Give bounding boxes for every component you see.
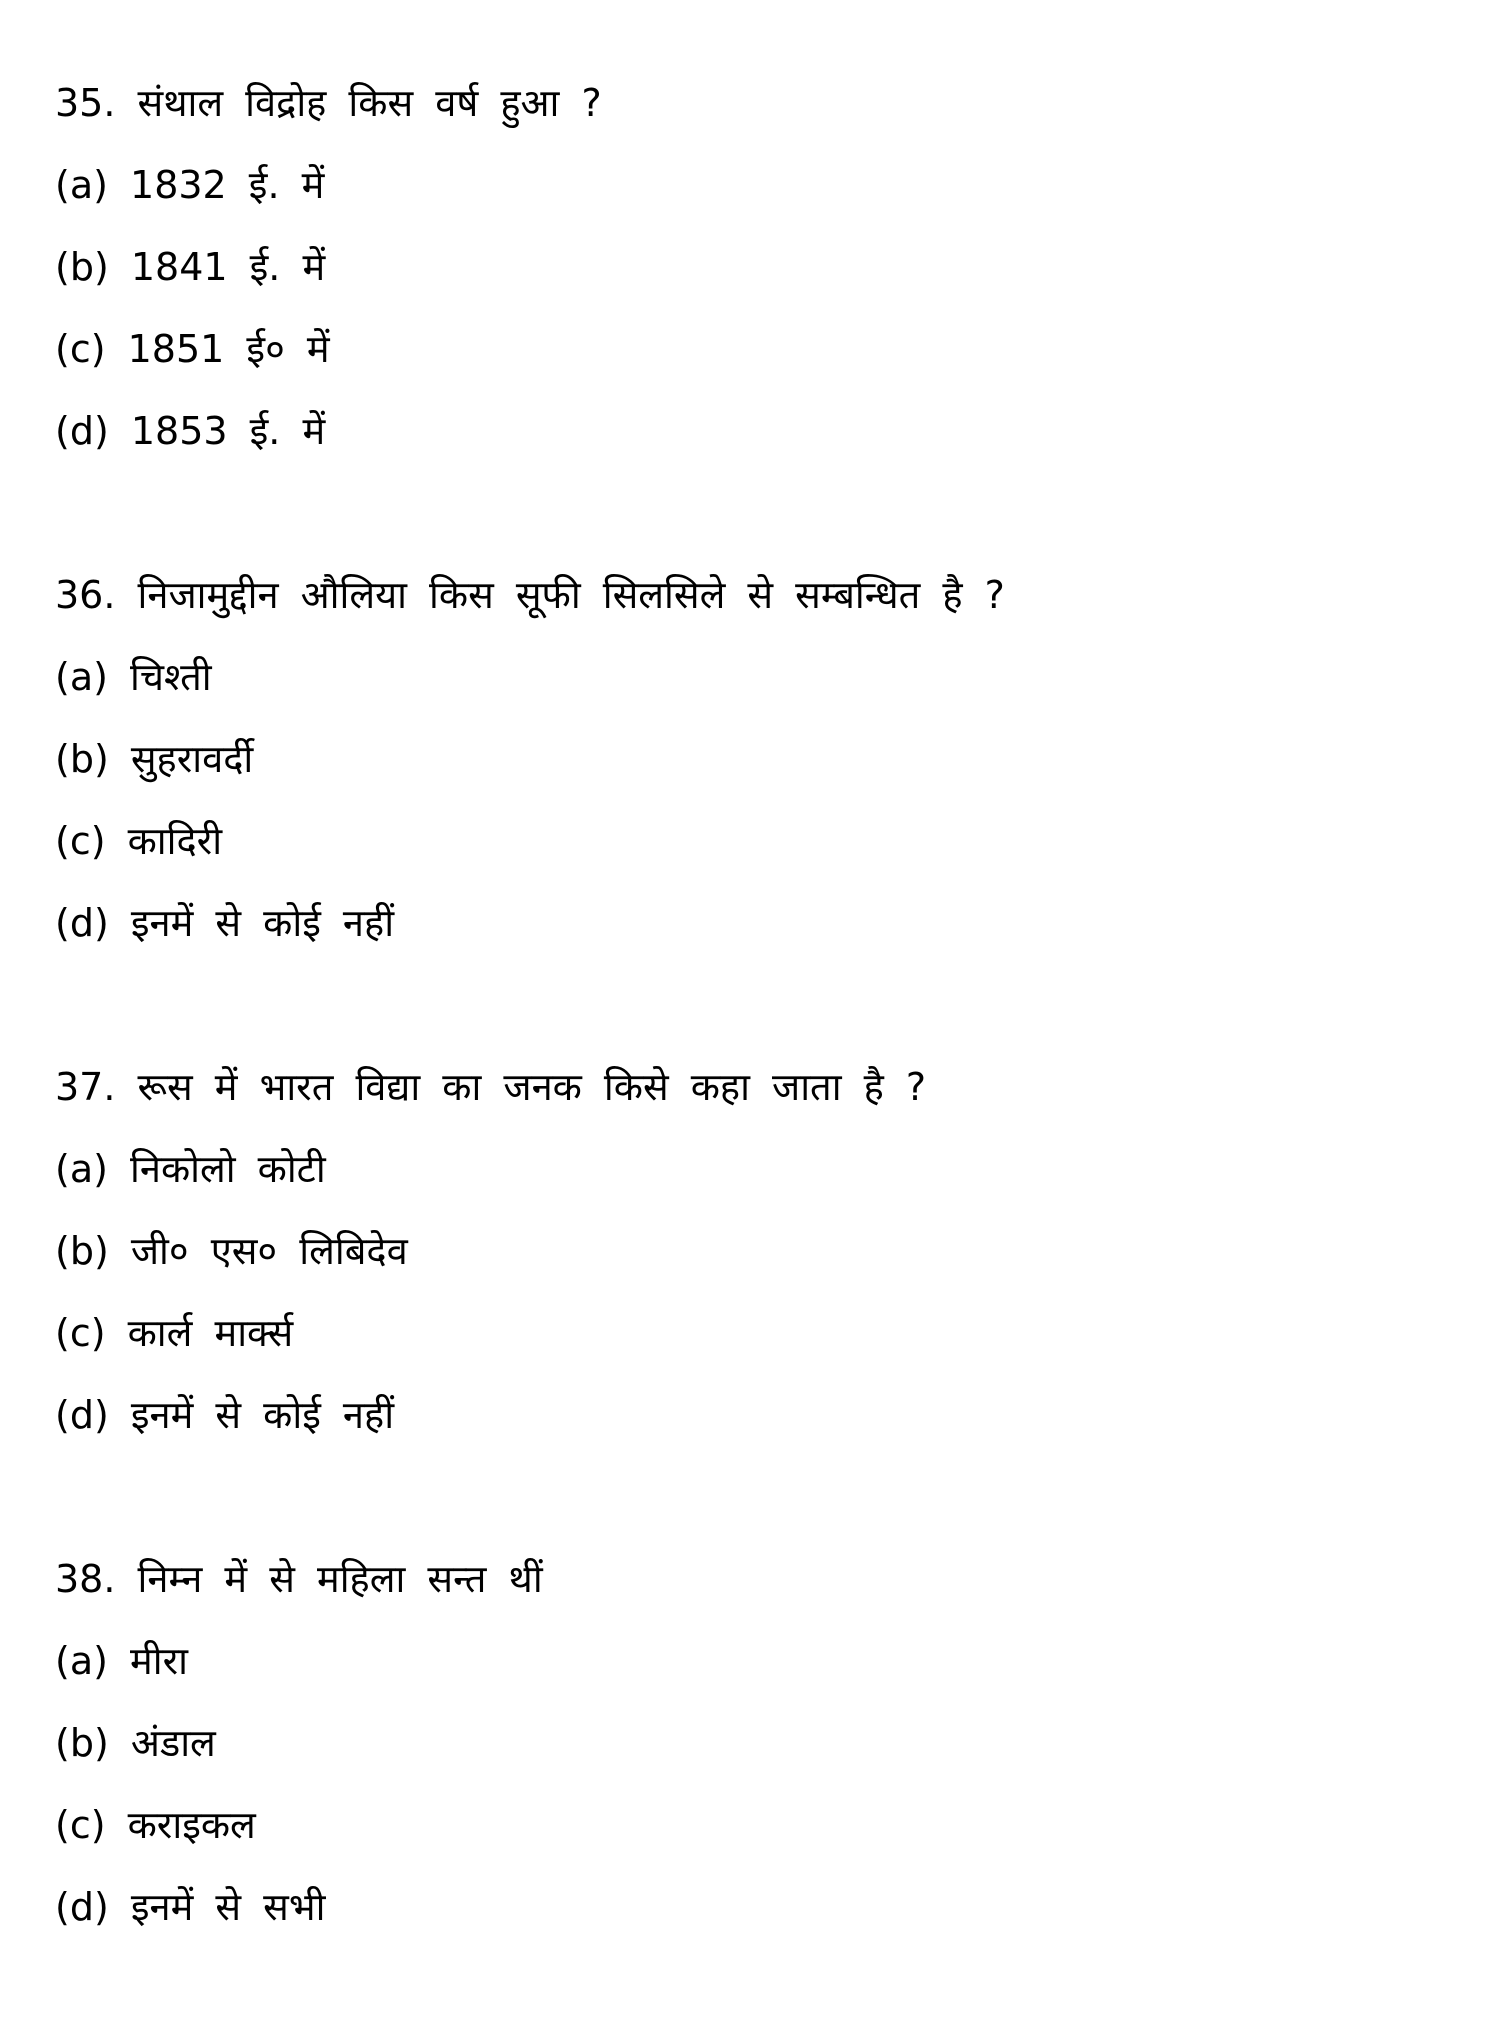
option-a: (a) चिश्ती xyxy=(55,655,212,699)
option-b: (b) सुहरावर्दी xyxy=(55,737,254,781)
option-a: (a) निकोलो कोटी xyxy=(55,1147,326,1191)
option-c: (c) कादिरी xyxy=(55,819,223,863)
question-38 xyxy=(55,1538,1455,1948)
option-a: (a) मीरा xyxy=(55,1639,188,1683)
option-b: (b) 1841 ई. में xyxy=(55,245,326,289)
option-d: (d) 1853 ई. में xyxy=(55,409,326,453)
question-text: 37. रूस में भारत विद्या का जनक किसे कहा जाता है ? xyxy=(55,1065,927,1109)
question-text: 35. संथाल विद्रोह किस वर्ष हुआ ? xyxy=(55,81,602,125)
option-d: (d) इनमें से कोई नहीं xyxy=(55,901,395,945)
option-b: (b) जी० एस० लिबिदेव xyxy=(55,1229,408,1273)
question-36 xyxy=(55,554,1455,964)
option-c: (c) कार्ल मार्क्स xyxy=(55,1311,294,1355)
question-37 xyxy=(55,1046,1455,1456)
question-text: 38. निम्न में से महिला सन्त थीं xyxy=(55,1557,543,1601)
option-c: (c) 1851 ई० में xyxy=(55,327,330,371)
option-a: (a) 1832 ई. में xyxy=(55,163,325,207)
option-b: (b) अंडाल xyxy=(55,1721,216,1765)
option-d: (d) इनमें से कोई नहीं xyxy=(55,1393,395,1437)
question-35 xyxy=(55,62,1455,472)
option-c: (c) कराइकल xyxy=(55,1803,256,1847)
option-d: (d) इनमें से सभी xyxy=(55,1885,326,1929)
question-text: 36. निजामुद्दीन औलिया किस सूफी सिलसिले से सम्बन्धित है ? xyxy=(55,573,1005,617)
